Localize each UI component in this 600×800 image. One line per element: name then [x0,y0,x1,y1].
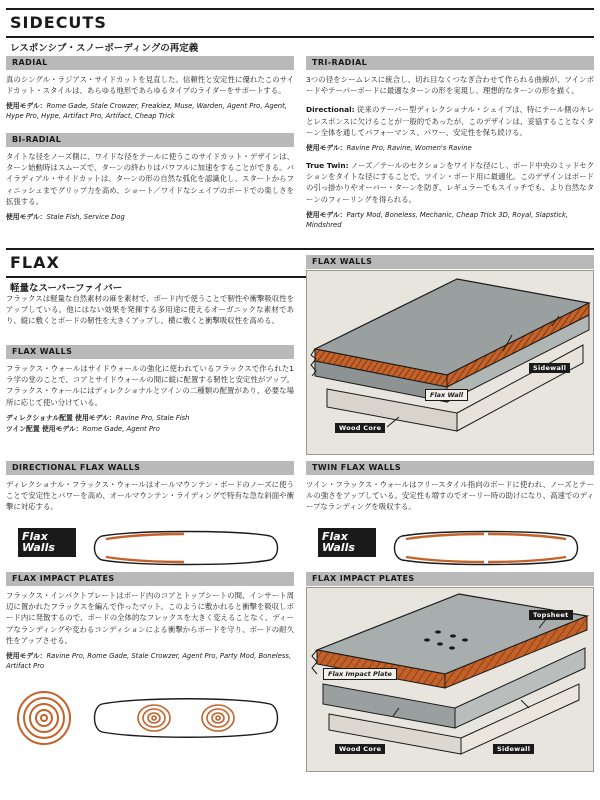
flax-walls-block [6,345,294,434]
impact-plates-body: フラックス・インパクトプレートはボード内のコアとトップシートの間、インサート周辺に置かれたフラックスを編んで作ったマット。このように敷かれると衝撃を吸収しボード内に発散するので、ボードの全体的なフレックスを大きく変えることなく、ディープなランディングや変わるコンディションによる衝撃からボードを守り、ボードの耐久性をアップさせる。 [6,591,294,645]
sidecuts-left-column [6,56,294,121]
impact-plates-illustration [306,587,594,772]
flax-walls-heading: FLAX WALLS [6,345,294,359]
topsheet-label: Topsheet [529,610,573,620]
twin-walls-block [306,461,594,513]
twin-walls-heading: TWIN FLAX WALLS [306,461,594,475]
flax-walls-dir-value: Ravine Pro, Stale Fish [115,413,190,422]
directional-board-outline [88,530,284,566]
flax-wall-label: Flax Wall [425,389,468,401]
flax-walls-twin-label: ツイン配置 使用モデル： [6,424,83,433]
biradial-block [6,133,294,222]
flax-intro: フラックスは軽量な自然素材の麻を素材で、ボード内で使うことで靭性や衝撃吸収性をアップしている。他にはない効果を発揮する多用途に使えるオーガニックな素材であり、縦に敷くとボードの靭性を大きくアップし、横に敷くと衝撃吸収性を高める。 [6,294,294,326]
biradial-heading: BI-RADIAL [6,133,294,147]
sidecuts-title: SIDECUTS [6,8,594,38]
triradial-models-value-1: Ravine Pro, Ravine, Women's Ravine [346,144,472,153]
triradial-body: 3つの径をシームレスに統合し、切れ目なくつなぎ合わせて作られる曲線が、ツインボードやテーパーボードに最適なターンの形を実現し、理想的なターンの形を描く。 [306,75,594,96]
directional-label: Directional: [306,105,355,115]
directional-walls-body: ディレクショナル・フラックス・ウォールはオールマウンテン・ボードのノーズに使うことで安定性とパワーを高め、オールマウンテン・ライディングで特有な急な斜面や衝撃に対応する。 [6,480,294,512]
directional-walls-block [6,461,294,513]
flax-logo-line2-left: Walls [22,541,55,554]
impact-plates-models [6,651,294,671]
truetwin-label: True Twin: [306,161,349,171]
flax-impact-plate-label: Flax Impact Plate [323,668,397,680]
flax-intro-block [6,293,294,327]
impact-plates-models-value: Ravine Pro, Rome Gade, Stale Crowzer, Agent Pro, Party Mod, Boneless, Artifact Pro [6,652,292,671]
sidewall-label-2: Sidewall [493,744,534,754]
biradial-models-label: 使用モデル： [6,213,47,222]
flax-walls-body: フラックス・ウォールはサイドウォールの強化に使われているフラックスで作られた1ラ学の堂のことで、コアとサイドウォールの間に縦に配置する靭性と安定性がアップ。フラックス・ウォールにはディレクショナルとツインの二種類の配置があり、必要な場所に応じて使い分けている。 [6,364,294,407]
flax-walls-twin-models [6,424,294,434]
flax-walls-logo-right [318,528,376,557]
triradial-block [306,56,594,230]
flax-walls-logo-left [18,528,76,557]
impact-plates-heading: FLAX IMPACT PLATES [6,572,294,586]
flax-walls-dir-label: ディレクショナル配置 使用モデル： [6,413,116,422]
twin-board-outline [388,530,584,566]
flax-walls-illus-heading: FLAX WALLS [306,255,594,269]
impact-plates-illus-heading: FLAX IMPACT PLATES [306,572,594,586]
radial-body: 真のシングル・ラジアス・サイドカットを見直した。信頼性と安定性に優れたこのサイドカット・スタイルは、あらゆる地形であらゆるタイプのライダーをサポートする。 [6,75,294,96]
impact-plate-board-outline [88,694,284,742]
directional-body: 従来のテーパー型ディレクショナル・シェイプは、特にテール側のキレとレスポンスに欠けることが一般的であったが、このデザインは、妥協することなくターン全体を通してパフォーマンス、パワー、安定性を保ち続ける。 [306,105,594,137]
flax-walls-illustration [306,270,594,455]
flax-walls-illus-heading-bar [306,255,594,269]
flax-logo-line1-left: Flax [22,530,48,543]
flax-logo-line1-right: Flax [322,530,348,543]
triradial-models-1 [306,143,594,153]
impact-plates-block [6,572,294,671]
radial-heading: RADIAL [6,56,294,70]
flax-title: FLAX [6,248,594,278]
biradial-models-value: Stale Fish, Service Dog [46,213,125,222]
biradial-models [6,212,294,222]
flax-subtitle: 軽量なスーパーファイバー [10,283,123,294]
triradial-models-2 [306,210,594,230]
triradial-models-label-2: 使用モデル： [306,210,347,219]
twin-walls-body: ツイン・フラックス・ウォールはフリースタイル指向のボードに使われ、ノーズとテールの強さをアップしている。安定性も増すのでオーリー時の助けになり、高速でのディープなランディングを吸収する。 [306,480,594,512]
wood-core-label-2: Wood Core [335,744,385,754]
triradial-heading: TRI-RADIAL [306,56,594,70]
triradial-directional [306,104,594,138]
triradial-models-value-2: Party Mod, Boneless, Mechanic, Cheap Trick 3D, Royal, Slapstick, Mindshred [306,210,569,229]
impact-plates-models-label: 使用モデル： [6,652,47,661]
sidecuts-subtitle: レスポンシブ・スノーボーディングの再定義 [10,43,199,54]
radial-models-label: 使用モデル： [6,102,47,111]
flax-walls-twin-value: Rome Gade, Agent Pro [82,424,160,433]
directional-walls-heading: DIRECTIONAL FLAX WALLS [6,461,294,475]
flax-walls-dir-models [6,413,294,423]
radial-models [6,101,294,121]
wood-core-label: Wood Core [335,423,385,433]
triradial-truetwin [306,160,594,205]
sidewall-label: Sidewall [529,363,570,373]
triradial-models-label-1: 使用モデル： [306,144,347,153]
impact-plate-rings-icon [14,688,74,748]
impact-plates-illus-heading-bar [306,572,594,586]
flax-logo-line2-right: Walls [322,541,355,554]
radial-models-value: Rome Gade, Stale Crowzer, Freakiez, Muse, Warden, Agent Pro, Agent, Hype Pro, Hype, Artifact Pro, Artifact, Cheap Trick [6,102,287,121]
truetwin-body: ノーズ／テールのセクションをワイドな径にし、ボード中央のミッドセクションをタイトな径にすることで、ツイン・ボード用に最適化。このデザインはボードの引っ掛かりやオーバー・ターンを防ぎ、レギュラーでもスイッチでも、より自然なターンのフィーリングを得られる。 [306,161,594,204]
biradial-body: タイトな径をノーズ側に、ワイドな径をテールに使うこのサイドカット・デザインは、ターン始動時はスムーズで、ターンの終わりはパワフルに加速をすることができる。バイラディアル・サイドカットは、ターンの形の自然な弧化を認識化し、スタートからフィニッシュまでグリップ力を高め、ショート／ワイドなシェイプのボードでの楽しさを拡張する。 [6,152,294,206]
